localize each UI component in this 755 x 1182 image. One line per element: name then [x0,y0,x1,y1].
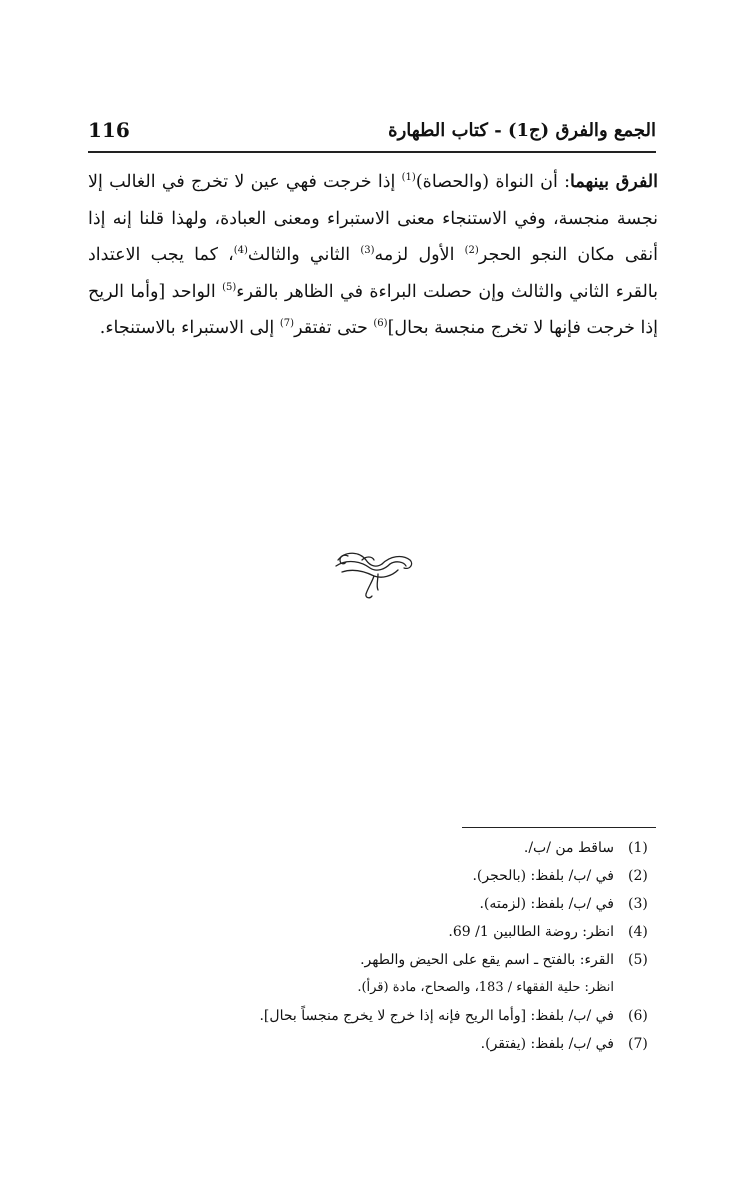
footnote-item [150,868,656,896]
footnote-text: في /ب/ بلفظ: (بالحجر). [472,868,614,884]
footnote-continuation [150,980,656,1008]
text-segment: إلى الاستبراء بالاستنجاء. [99,318,280,338]
running-title: الجمع والفرق (ج1) - كتاب الطهارة [388,120,656,141]
footnote-text: انظر: روضة الطالبين 1/ 69. [448,924,614,940]
footnotes [150,840,656,1064]
footnote-ref-3: (3) [360,245,375,257]
main-paragraph [88,164,658,347]
footnote-text: في /ب/ بلفظ: (لزمته). [479,896,614,912]
text-segment: إذا خرجت فهي عين لا تخرج في الغالب إلا نجسة منجسة، وفي الاستنجاء معنى الاستبراء ومعنى العبادة، ولهذا قلنا إنه إذا أنقى مكان النجو الحجر [88,172,658,265]
footnote-number: (6) [628,1008,648,1024]
header-rule [88,151,656,153]
footnote-text: ساقط من /ب/. [523,840,614,856]
footnote-number: (3) [628,896,648,912]
text-segment: الواحد [وأما الريح إذا خرجت فإنها لا تخرج منجسة بحال] [88,281,658,338]
footnote-text: في /ب/ بلفظ: [وأما الريح فإنه إذا خرج لا يخرج منجساً بحال]. [259,1008,614,1024]
footnote-ref-7: (7) [279,318,295,330]
page-header [88,118,656,152]
footnote-ref-4: (4) [233,245,248,257]
paragraph-lead: الفرق بينهما [570,172,659,192]
text-segment: : أن النواة (والحصاة) [415,172,570,192]
text-segment: حتى تفتقر [294,318,374,338]
fleuron-ornament-icon [332,546,416,600]
footnote-item [150,924,656,952]
footnote-number: (5) [628,952,648,968]
footnote-number: (7) [628,1036,648,1052]
footnote-item [150,840,656,868]
page-number: 116 [88,118,130,142]
footnote-text: في /ب/ بلفظ: (يفتقر). [480,1036,614,1052]
footnote-text: القرء: بالفتح ـ اسم يقع على الحيض والطهر. [360,952,614,968]
footnote-text: انظر: حلية الفقهاء / 183، والصحاح، مادة (قرأ). [357,980,614,995]
footnote-number: (4) [628,924,648,940]
text-segment: الثاني والثالث [247,245,361,265]
footnote-ref-1: (1) [401,172,416,184]
footnote-ref-6: (6) [373,318,388,330]
footnote-ref-5: (5) [222,281,237,293]
footnote-item [150,952,656,980]
footnote-item [150,1008,656,1036]
footnote-rule [462,827,656,828]
footnote-number: (2) [628,868,648,884]
footnote-ref-2: (2) [464,245,479,257]
footnote-item [150,1036,656,1064]
text-segment: الأول لزمه [374,245,465,265]
text-segment: ، كما يجب الاعتداد بالقرء الثاني والثالث وإن حصلت البراءة في الظاهر بالقرء [88,245,658,302]
footnote-number: (1) [628,840,648,856]
footnote-item [150,896,656,924]
